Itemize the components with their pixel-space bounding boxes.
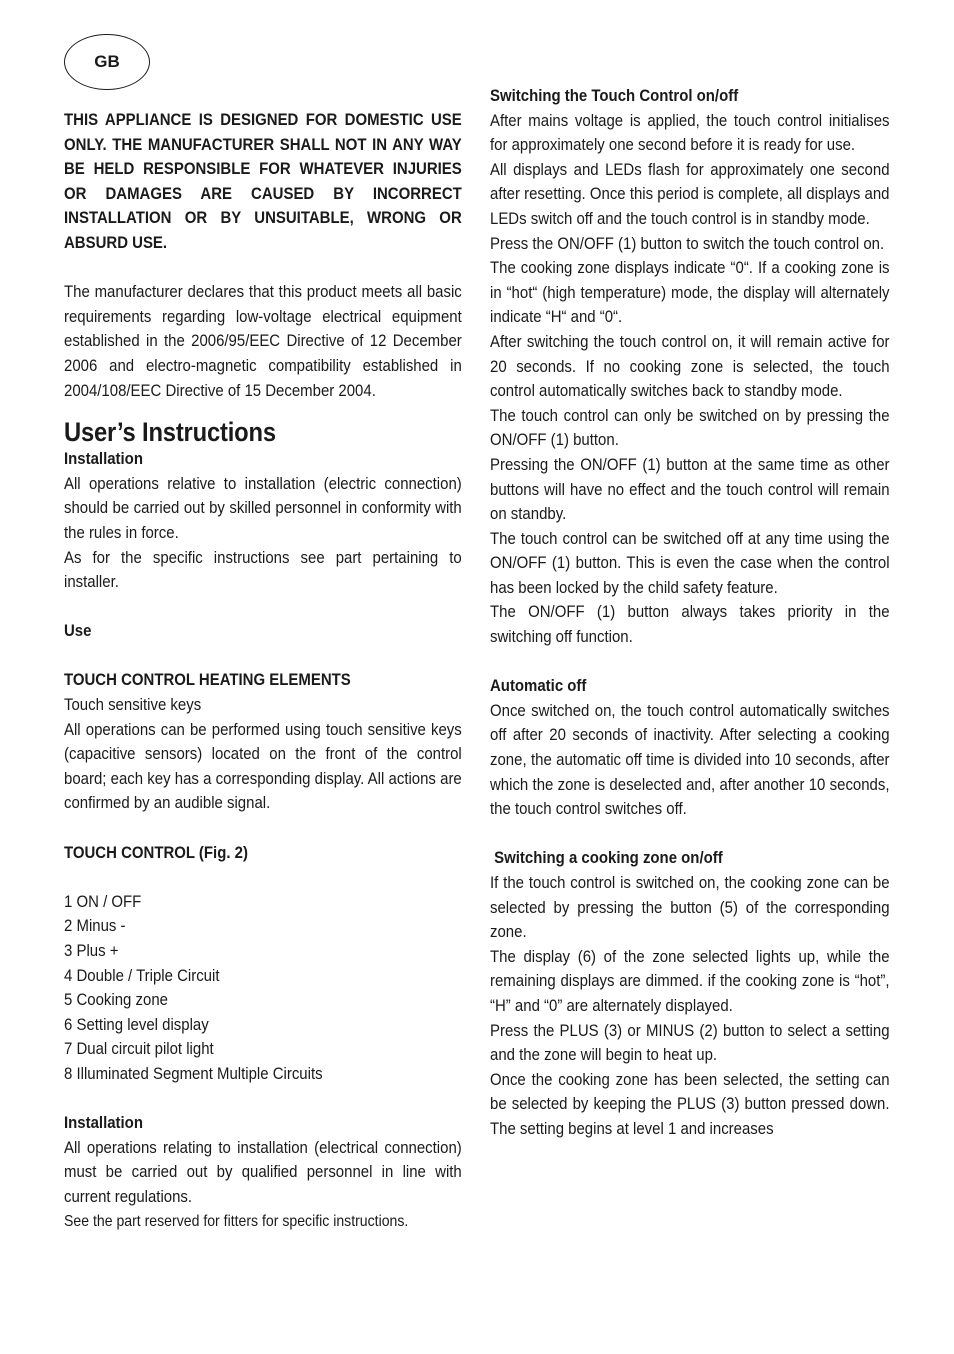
right-column: [490, 84, 890, 1142]
fitters-note: See the part reserved for fitters for specific instructions.: [64, 1212, 409, 1230]
installation-heading: Installation: [64, 449, 143, 469]
language-badge: GB: [64, 34, 150, 90]
use-heading: Use: [64, 621, 92, 641]
switching-paragraph: All displays and LEDs flash for approximately one second after resetting. Once this period is complete, all displays and LEDs switch off and the touch control is in standby mode.: [490, 159, 890, 228]
legend-item: 1 ON / OFF: [64, 891, 142, 911]
automatic-off-heading: Automatic off: [490, 676, 587, 696]
switching-paragraph: The ON/OFF (1) button always takes priority in the switching off function.: [490, 602, 890, 647]
automatic-off-paragraph: Once switched on, the touch control automatically switches off after 20 seconds of inactivity. After selecting a cooking zone, the automatic off time is divided into 10 seconds, after which the zone is deselected and, after another 10 seconds, the touch control switches off.: [490, 700, 890, 819]
switching-paragraph: After mains voltage is applied, the touch control initialises for approximately one second before it is ready for use.: [490, 110, 890, 155]
installation-paragraph: All operations relating to installation (electrical connection) must be carried out by qualified personnel in line with current regulations.: [64, 1137, 462, 1206]
left-column: [64, 108, 462, 1234]
touch-subheading: Touch sensitive keys: [64, 695, 202, 715]
legend-item: 3 Plus +: [64, 941, 119, 960]
legend-item: 2 Minus -: [64, 916, 126, 936]
figure-heading: TOUCH CONTROL (Fig. 2): [64, 842, 248, 862]
switching-paragraph: Pressing the ON/OFF (1) button at the same time as other buttons will have no effect and the touch control will remain on standby.: [490, 454, 890, 524]
switching-paragraph: The touch control can be switched off at any time using the ON/OFF (1) button. This is even the case when the control has been locked by the child safety feature.: [490, 528, 890, 597]
zone-heading: Switching a cooking zone on/off: [490, 848, 723, 868]
zone-paragraph: If the touch control is switched on, the cooking zone can be selected by pressing the button (5) of the corresponding zone.: [490, 873, 890, 942]
conformity-declaration: The manufacturer declares that this product meets all basic requirements regarding low-voltage electrical equipment established in the 2006/95/EEC Directive of 12 December 2006 and electro-magnetic compatibility established in 2004/108/EEC Directive of 15 December 2004.: [64, 282, 462, 400]
page-title: User’s Instructions: [64, 417, 276, 448]
installation-paragraph: As for the specific instructions see part pertaining to installer.: [64, 547, 462, 592]
legend-item: 4 Double / Triple Circuit: [64, 965, 220, 985]
installation-paragraph: All operations relative to installation (electric connection) should be carried out by skilled personnel in conformity with the rules in force.: [64, 473, 462, 542]
switching-paragraph: Press the ON/OFF (1) button to switch the touch control on.: [490, 233, 885, 253]
legend-item: 8 Illuminated Segment Multiple Circuits: [64, 1063, 323, 1083]
touch-control-heading: TOUCH CONTROL HEATING ELEMENTS: [64, 670, 351, 690]
zone-paragraph: Once the cooking zone has been selected, the setting can be selected by keeping the PLUS (3) button pressed down. The setting begins at level 1 and increases: [490, 1069, 890, 1138]
switching-paragraph: The touch control can only be switched on by pressing the ON/OFF (1) button.: [490, 405, 890, 450]
legend-item: 7 Dual circuit pilot light: [64, 1039, 214, 1059]
zone-paragraph: The display (6) of the zone selected lights up, while the remaining displays are dimmed. if the cooking zone is “hot”, “H” and “0” are alternately displayed.: [490, 946, 890, 1015]
safety-warning: THIS APPLIANCE IS DESIGNED FOR DOMESTIC USE ONLY. THE MANUFACTURER SHALL NOT IN ANY WAY BE HELD RESPONSIBLE FOR WHATEVER INJURIES OR DAMAGES ARE CAUSED BY INCORRECT INSTALLATION OR BY UNSUITABLE, WRONG OR ABSURD USE.: [64, 110, 462, 252]
zone-paragraph: Press the PLUS (3) or MINUS (2) button to select a setting and the zone will begin to heat up.: [490, 1020, 890, 1065]
switching-heading: Switching the Touch Control on/off: [490, 86, 739, 105]
legend-item: 6 Setting level display: [64, 1014, 209, 1034]
legend-item: 5 Cooking zone: [64, 990, 168, 1010]
switching-paragraph: The cooking zone displays indicate “0“. If a cooking zone is in “hot“ (high temperature) mode, the display will alternately indicate “H“ and “0“.: [490, 258, 890, 327]
touch-paragraph: All operations can be performed using touch sensitive keys (capacitive sensors) located on the front of the control board; each key has a corresponding display. All actions are confirmed by an audible signal.: [64, 719, 462, 813]
installation-heading: Installation: [64, 1113, 143, 1133]
switching-paragraph: After switching the touch control on, it will remain active for 20 seconds. If no cooking zone is selected, the touch control automatically switches back to standby mode.: [490, 331, 890, 401]
